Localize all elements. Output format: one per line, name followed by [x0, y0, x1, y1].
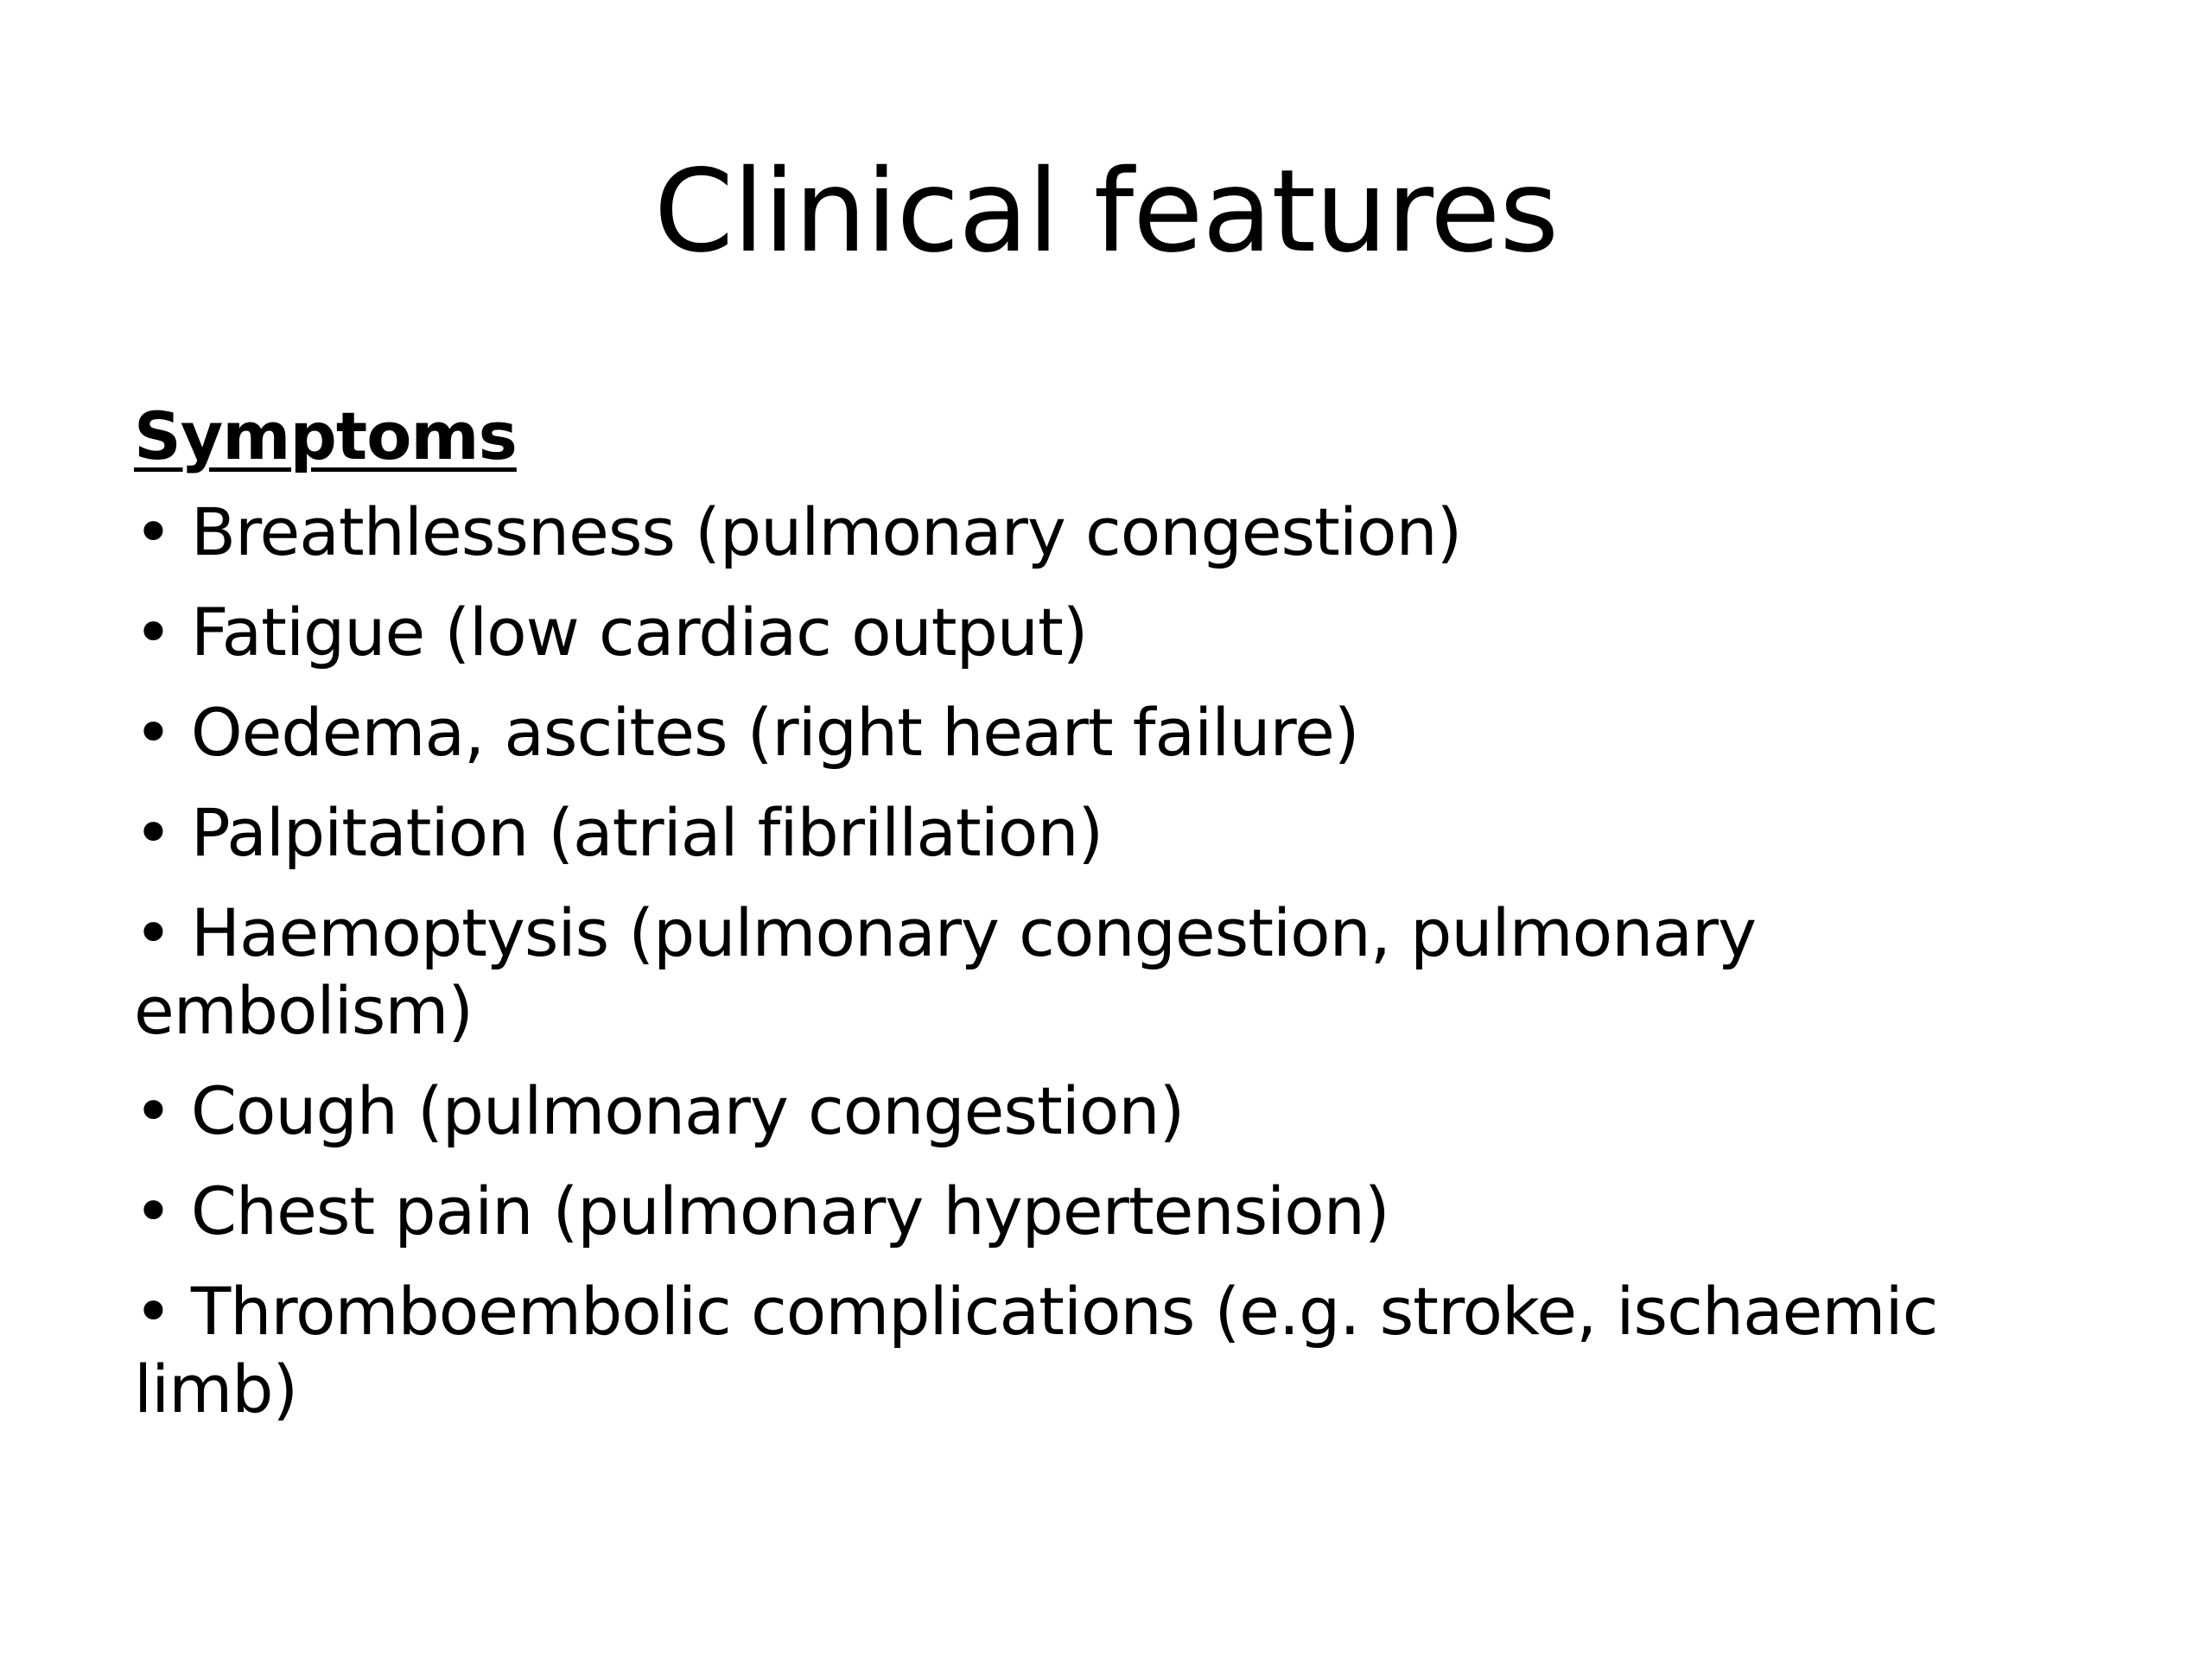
list-item-text: Chest pain (pulmonary hypertension) [190, 1173, 1389, 1249]
list-item-text: Thromboembolic complications (e.g. stroke, ischaemic limb) [134, 1273, 1938, 1427]
bullet-icon: • [134, 894, 172, 971]
list-item [134, 1072, 2087, 1150]
slide-title: Clinical features [653, 145, 1559, 278]
list-item [134, 1173, 2087, 1250]
list-item-text: Cough (pulmonary congestion) [190, 1072, 1185, 1149]
list-item-text: Haemoptysis (pulmonary congestion, pulmonary embolism) [134, 894, 1757, 1049]
section-heading-symptoms: Symptoms [134, 397, 517, 474]
list-item-text: Fatigue (low cardiac output) [190, 594, 1088, 671]
bullet-icon: • [134, 1273, 172, 1350]
list-item [134, 594, 2087, 671]
list-item [134, 794, 2087, 872]
list-item-text: Breathlessness (pulmonary congestion) [190, 493, 1462, 570]
list-item-text: Oedema, ascites (right heart failure) [190, 694, 1359, 771]
bullet-icon: • [134, 1072, 172, 1149]
list-item-text: Palpitation (atrial fibrillation) [190, 794, 1103, 871]
bullet-icon: • [134, 1173, 172, 1249]
list-item [134, 694, 2087, 772]
symptom-list [134, 493, 2087, 1428]
bullet-icon: • [134, 794, 172, 871]
bullet-icon: • [134, 493, 172, 570]
list-item [134, 1273, 2087, 1428]
slide-content [134, 393, 2087, 1451]
bullet-icon: • [134, 694, 172, 771]
list-item [134, 894, 2087, 1050]
bullet-icon: • [134, 594, 172, 671]
list-item [134, 493, 2087, 571]
